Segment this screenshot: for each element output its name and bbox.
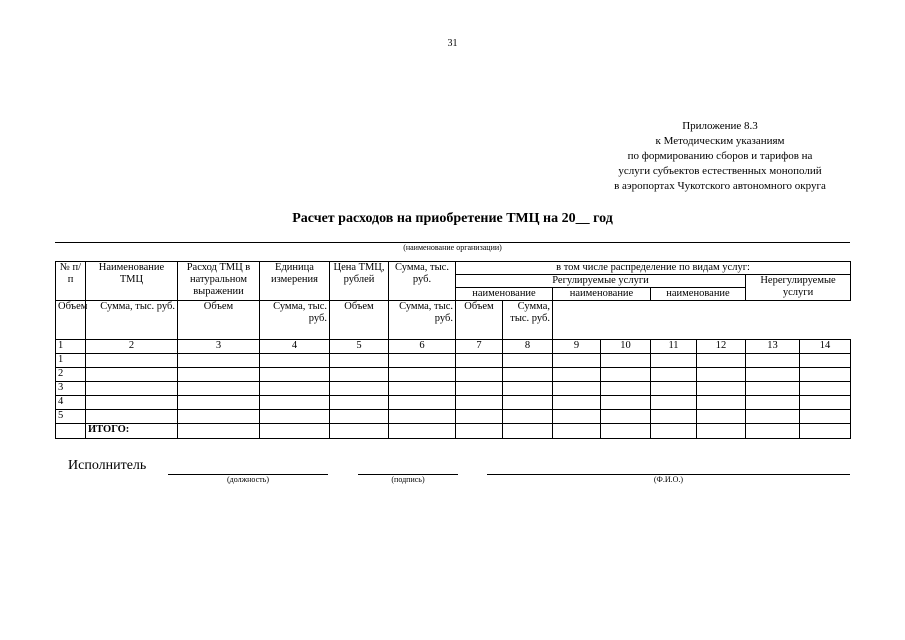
expense-table bbox=[55, 261, 851, 439]
column-number: 6 bbox=[389, 340, 456, 354]
header-volume: Объем bbox=[330, 301, 389, 340]
fio-caption: (Ф.И.О.) bbox=[653, 475, 684, 484]
header-expense: Расход ТМЦ в натуральном выражении bbox=[178, 262, 260, 301]
header-naming-3: наименование bbox=[651, 288, 746, 301]
column-numbers-row bbox=[56, 340, 851, 354]
table-row bbox=[56, 354, 851, 368]
page-number: 31 bbox=[447, 38, 458, 49]
header-amount: Сумма, тыс. руб. bbox=[260, 301, 330, 340]
header-amount: Сумма, тыс. руб. bbox=[503, 301, 553, 340]
header-naming-2: наименование bbox=[553, 288, 651, 301]
column-number: 4 bbox=[260, 340, 330, 354]
table-row bbox=[56, 368, 851, 382]
header-unit: Единица измерения bbox=[260, 262, 330, 301]
row-number: 4 bbox=[56, 396, 86, 410]
annex-line: в аэропортах Чукотского автономного округа bbox=[614, 180, 826, 192]
header-naming-1: наименование bbox=[456, 288, 553, 301]
column-number: 13 bbox=[746, 340, 800, 354]
header-amount: Сумма, тыс. руб. bbox=[86, 301, 178, 340]
annex-note bbox=[560, 119, 880, 194]
column-number: 10 bbox=[601, 340, 651, 354]
column-number: 12 bbox=[697, 340, 746, 354]
header-volume: Объем bbox=[178, 301, 260, 340]
document-title: Расчет расходов на приобретение ТМЦ на 20__ год bbox=[292, 211, 613, 226]
column-number: 11 bbox=[651, 340, 697, 354]
table-row bbox=[56, 396, 851, 410]
annex-line: к Методическим указаниям bbox=[655, 135, 785, 147]
header-distribution: в том числе распределение по видам услуг: bbox=[456, 262, 851, 275]
total-label: ИТОГО: bbox=[86, 424, 178, 439]
total-row bbox=[56, 424, 851, 439]
row-number: 3 bbox=[56, 382, 86, 396]
column-number: 14 bbox=[800, 340, 851, 354]
header-name: Наименование ТМЦ bbox=[86, 262, 178, 301]
header-unregulated: Нерегулируемые услуги bbox=[746, 275, 851, 301]
annex-line: по формированию сборов и тарифов на bbox=[627, 150, 813, 162]
signature-caption: (подпись) bbox=[391, 475, 425, 484]
column-number: 8 bbox=[503, 340, 553, 354]
annex-line: Приложение 8.3 bbox=[682, 120, 758, 132]
row-number: 2 bbox=[56, 368, 86, 382]
header-sum: Сумма, тыс. руб. bbox=[389, 262, 456, 301]
header-regulated: Регулируемые услуги bbox=[456, 275, 746, 288]
header-price: Цена ТМЦ, рублей bbox=[330, 262, 389, 301]
column-number: 7 bbox=[456, 340, 503, 354]
position-caption: (должность) bbox=[227, 475, 269, 484]
annex-line: услуги субъектов естественных монополий bbox=[618, 165, 822, 177]
row-number: 5 bbox=[56, 410, 86, 424]
column-number: 3 bbox=[178, 340, 260, 354]
header-volume: Объем bbox=[56, 301, 86, 340]
row-number: 1 bbox=[56, 354, 86, 368]
header-volume: Объем bbox=[456, 301, 503, 340]
column-number: 2 bbox=[86, 340, 178, 354]
table-row bbox=[56, 382, 851, 396]
column-number: 1 bbox=[56, 340, 86, 354]
executor-label: Исполнитель bbox=[68, 458, 147, 473]
header-no: № п/п bbox=[56, 262, 86, 301]
header-amount: Сумма, тыс. руб. bbox=[389, 301, 456, 340]
column-number: 9 bbox=[553, 340, 601, 354]
table-row bbox=[56, 410, 851, 424]
column-number: 5 bbox=[330, 340, 389, 354]
organization-caption: (наименование организации) bbox=[403, 243, 502, 252]
